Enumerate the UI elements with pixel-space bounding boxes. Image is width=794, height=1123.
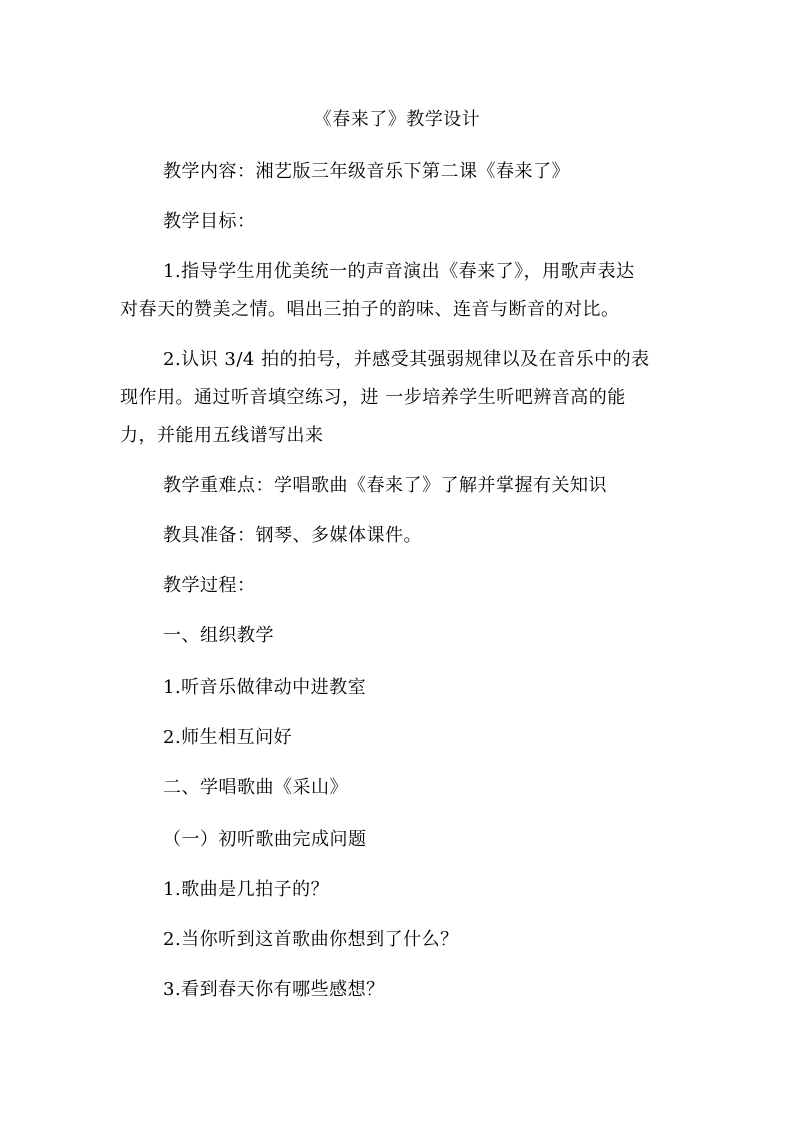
key-points: 教学重难点：学唱歌曲《春来了》了解并掌握有关知识 bbox=[163, 475, 607, 496]
section-1-item-1: 1.听音乐做律动中进教室 bbox=[163, 677, 367, 698]
process-heading: 教学过程： bbox=[163, 575, 256, 596]
objective2-line1: 2.认识 3/4 拍的拍号，并感受其强弱规律以及在音乐中的表 bbox=[163, 349, 650, 370]
objective1-line2: 对春天的赞美之情。唱出三拍子的韵味、连音与断音的对比。 bbox=[120, 299, 620, 320]
section-1-heading: 一、组织教学 bbox=[163, 625, 274, 646]
teaching-content: 教学内容：湘艺版三年级音乐下第二课《春来了》 bbox=[163, 161, 570, 182]
question-1: 1.歌曲是几拍子的？ bbox=[163, 879, 330, 900]
objective1-line1: 1.指导学生用优美统一的声音演出《春来了》，用歌声表达 bbox=[163, 261, 635, 282]
subsection-1-heading: （一）初听歌曲完成问题 bbox=[163, 829, 367, 850]
question-3: 3.看到春天你有哪些感想？ bbox=[163, 979, 385, 1000]
objectives-heading: 教学目标： bbox=[163, 211, 256, 232]
objective2-line2: 现作用。通过听音填空练习，进 一步培养学生听吧辨音高的能 bbox=[120, 387, 626, 408]
document-title: 《春来了》教学设计 bbox=[313, 109, 481, 130]
question-2: 2.当你听到这首歌曲你想到了什么？ bbox=[163, 929, 459, 950]
section-1-item-2: 2.师生相互问好 bbox=[163, 727, 293, 748]
objective2-line3: 力，并能用五线谱写出来 bbox=[120, 425, 324, 446]
materials: 教具准备：钢琴、多媒体课件。 bbox=[163, 525, 422, 546]
section-2-heading: 二、学唱歌曲《采山》 bbox=[163, 777, 348, 798]
